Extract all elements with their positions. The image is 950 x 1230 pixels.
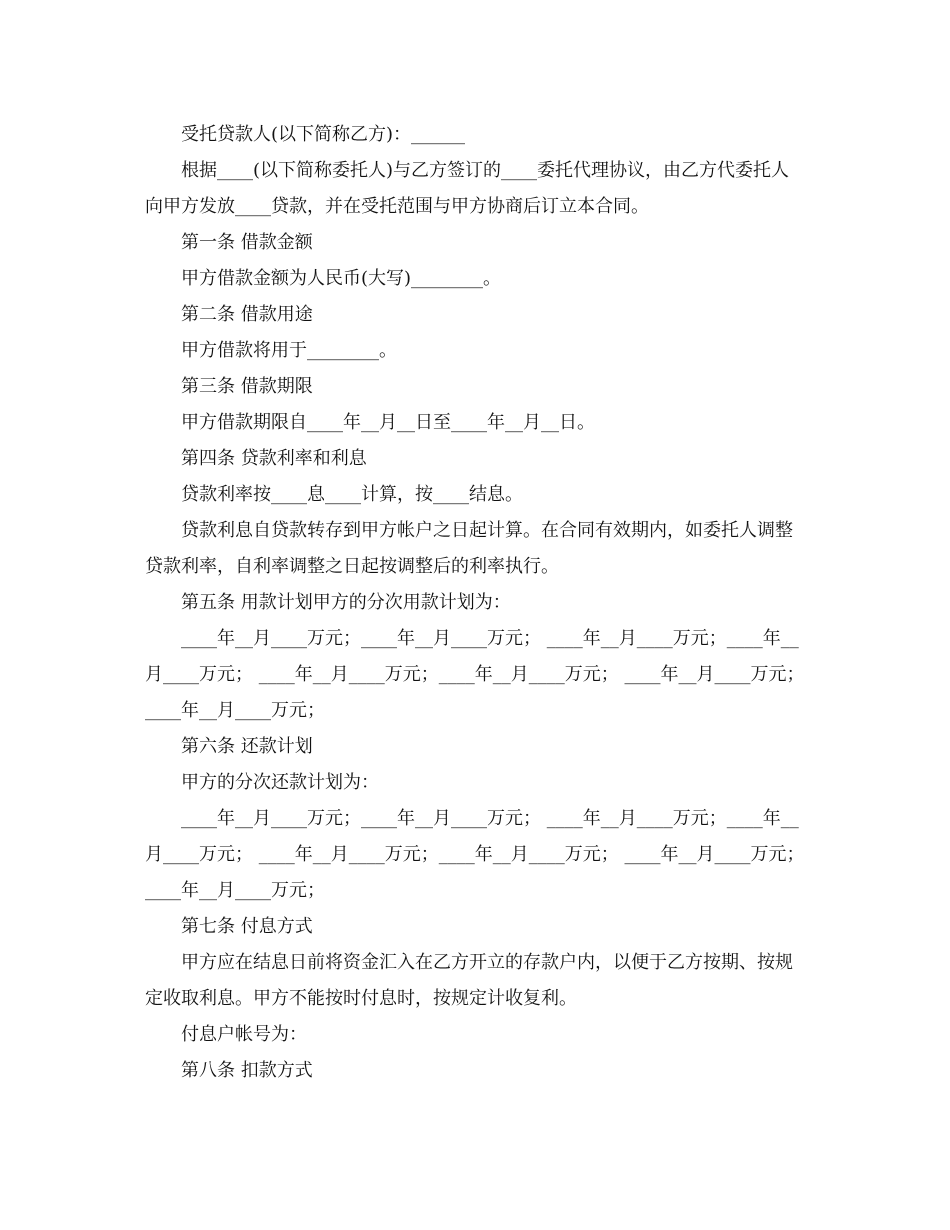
article-6-heading: 第六条 还款计划: [181, 736, 313, 757]
document-body: [145, 117, 805, 1089]
article-4-body-interest: 贷款利息自贷款转存到甲方帐户之日起计算。在合同有效期内，如委托人调整贷款利率，自利率调整之日起按调整后的利率执行。: [145, 520, 793, 577]
article-7-body: 甲方应在结息日前将资金汇入在乙方开立的存款户内，以便于乙方按期、按规定收取利息。甲方不能按时付息时，按规定计收复利。: [145, 952, 793, 1009]
article-6-intro: 甲方的分次还款计划为：: [181, 772, 379, 793]
article-6-schedule: ____年__月____万元；____年__月____万元； ____年__月____万元；____年__月____万元； ____年__月____万元；____年__月____万元； ____年__月____万元；____年__月____万元；: [145, 808, 805, 901]
article-5-heading: 第五条 用款计划甲方的分次用款计划为：: [181, 592, 511, 613]
article-4-body-rate: 贷款利率按____息____计算，按____结息。: [181, 484, 523, 505]
article-2-body: 甲方借款将用于________。: [181, 340, 397, 361]
article-7-account: 付息户帐号为：: [181, 1024, 307, 1045]
article-3-heading: 第三条 借款期限: [181, 376, 313, 397]
article-2-heading: 第二条 借款用途: [181, 304, 313, 325]
article-7-heading: 第七条 付息方式: [181, 916, 313, 937]
paragraph-preamble: 根据____(以下简称委托人)与乙方签订的____委托代理协议，由乙方代委托人向甲方发放____贷款，并在受托范围与甲方协商后订立本合同。: [145, 160, 790, 217]
article-3-body: 甲方借款期限自____年__月__日至____年__月__日。: [181, 412, 595, 433]
article-8-heading: 第八条 扣款方式: [181, 1060, 313, 1081]
paragraph-trustee-lender: 受托贷款人(以下简称乙方)：______: [181, 124, 466, 145]
article-4-heading: 第四条 贷款利率和利息: [181, 448, 367, 469]
article-1-body: 甲方借款金额为人民币(大写)________。: [181, 268, 502, 289]
article-5-schedule: ____年__月____万元；____年__月____万元； ____年__月____万元；____年__月____万元； ____年__月____万元；____年__月____万元； ____年__月____万元；____年__月____万元；: [145, 628, 805, 721]
article-1-heading: 第一条 借款金额: [181, 232, 313, 253]
